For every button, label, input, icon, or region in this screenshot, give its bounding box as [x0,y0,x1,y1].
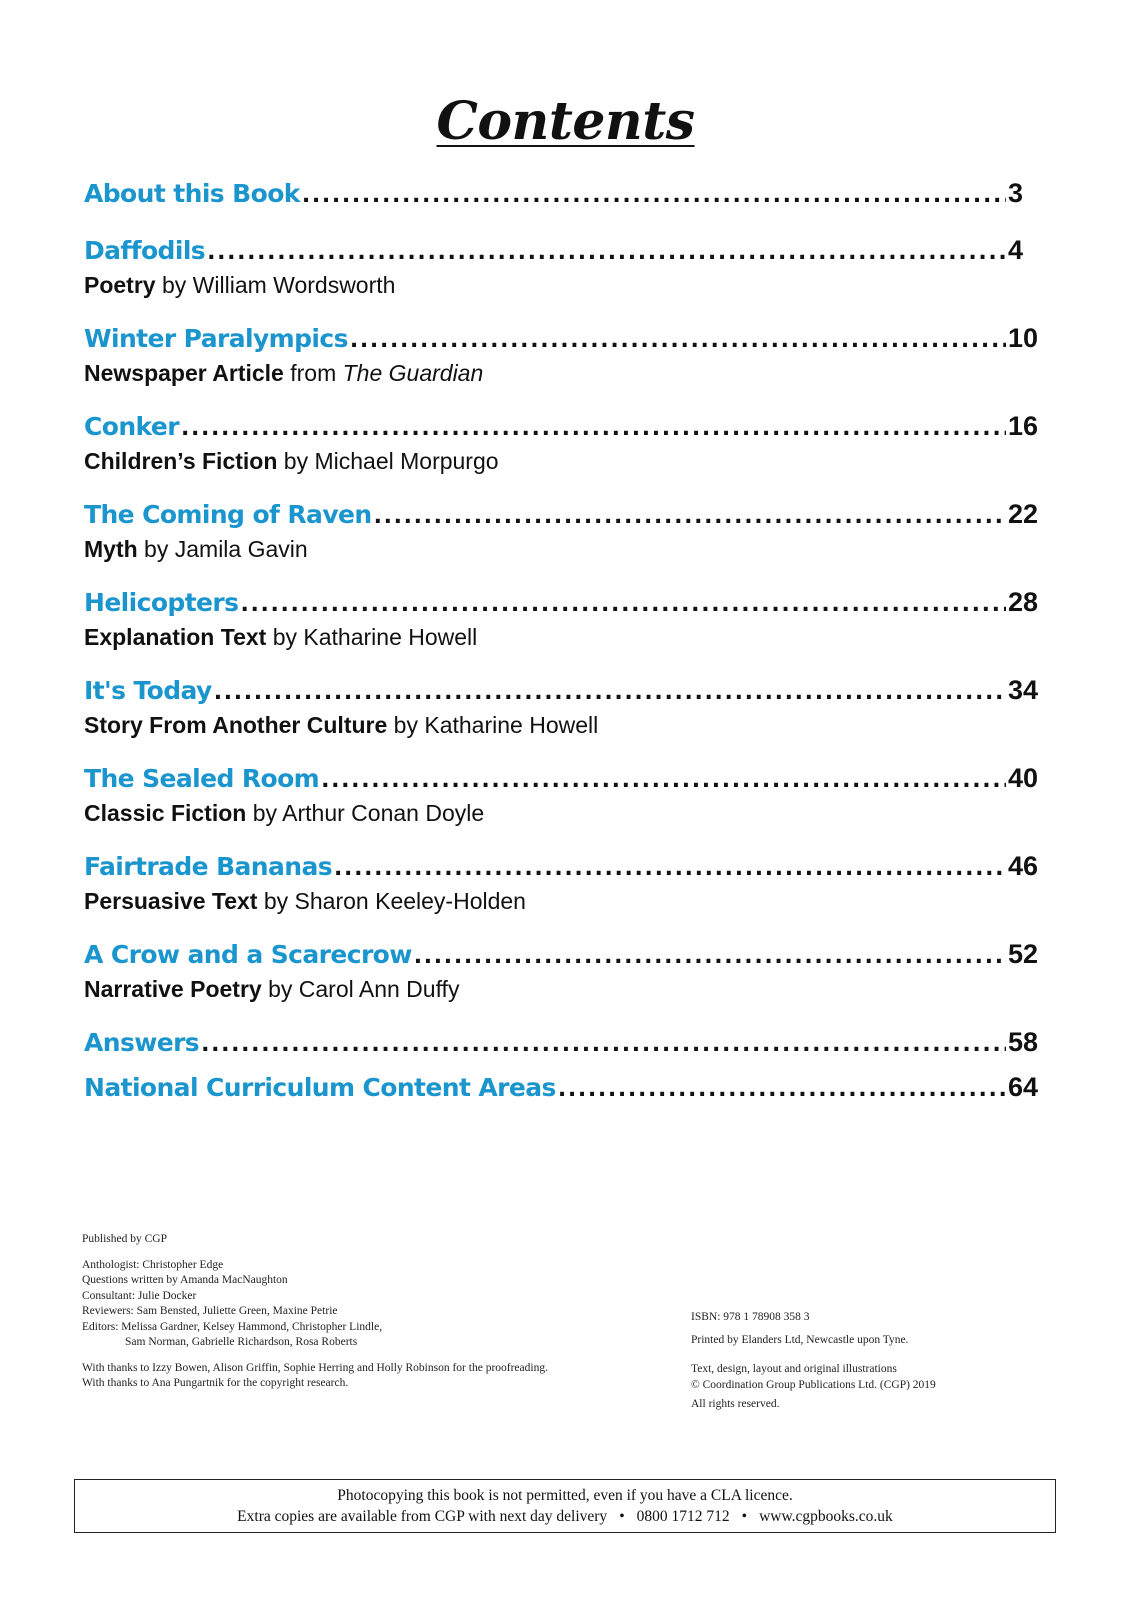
dot-leader [302,183,1006,208]
page-title [0,92,1131,152]
toc-entry-connector: by [277,448,315,474]
toc-entry-page-number: 52 [1008,939,1039,969]
toc-entry-title: A Crow and a Scarecrow [84,940,412,969]
toc-entry-row [84,1027,1046,1058]
copyright-line-1: Text, design, layout and original illustrations [691,1363,897,1375]
toc-entry-row [84,178,1046,209]
toc-entry-row [84,763,1046,794]
toc-entry-subtitle [84,360,1046,387]
dot-leader [374,504,1006,529]
toc-entry-connector: by [246,800,283,826]
toc-entry-title: Winter Paralympics [84,324,348,353]
toc-entry-author: Carol Ann Duffy [298,976,460,1002]
toc-entry-page-number: 40 [1008,763,1039,793]
dot-leader [207,240,1006,265]
toc-entry-subtitle [84,536,1046,563]
toc-entry-subtitle [84,976,1046,1003]
toc-entry-genre: Story From Another Culture [84,712,388,738]
publisher-line: Published by CGP [82,1233,167,1245]
toc-entry-connector: by [137,536,175,562]
toc-entry-row [84,675,1046,706]
toc-entry-page-number: 28 [1008,587,1039,617]
toc-entry-connector: from [283,360,343,386]
toc-entry-page-number: 58 [1008,1027,1039,1057]
toc-entry-page-number: 4 [1008,235,1024,265]
page-title-text: Contents [436,91,695,152]
toc-entry-row [84,323,1046,354]
toc-entry-genre: Newspaper Article [84,360,284,386]
toc-entry [84,939,1046,1003]
toc-entry-author: Katharine Howell [303,624,478,650]
toc-entry-author: William Wordsworth [192,272,396,298]
toc-entry [84,851,1046,915]
dot-leader [558,1077,1006,1102]
toc-entry-genre: Classic Fiction [84,800,247,826]
editors-line-1: Editors: Melissa Gardner, Kelsey Hammond, Christopher Lindle, [82,1320,383,1333]
copyright-line-2: © Coordination Group Publications Ltd. (CGP) 2019 [691,1378,936,1391]
credits-block [82,1232,642,1402]
toc-entry [84,499,1046,563]
toc-entry-row [84,235,1046,266]
editors-line-2: Sam Norman, Gabrielle Richardson, Rosa Roberts [125,1336,358,1348]
toc-entry-subtitle [84,800,1046,827]
toc-entry-title: Daffodils [84,236,206,265]
toc-entry-author: Katharine Howell [424,712,599,738]
toc-entry-subtitle [84,624,1046,651]
thanks-line-2: With thanks to Ana Pungartnik for the copyright research. [82,1377,349,1389]
toc-entry-title: About this Book [84,179,300,208]
toc-entry-subtitle [84,888,1046,915]
toc-entry-genre: Narrative Poetry [84,976,262,1002]
toc-entry-author: Arthur Conan Doyle [282,800,485,826]
dot-leader [321,768,1006,793]
toc-entry-genre: Myth [84,536,138,562]
toc-entry-title: It's Today [84,676,212,705]
toc-entry-page-number: 10 [1008,323,1039,353]
toc-entry [84,763,1046,827]
rights-line: All rights reserved. [691,1398,780,1410]
toc-entry [84,178,1046,209]
toc-entry-page-number: 64 [1008,1072,1039,1102]
toc-entry [84,323,1046,387]
notice-phone: 0800 1712 712 [636,1508,730,1525]
toc-entry-connector: by [155,272,193,298]
isbn-block [691,1310,1021,1420]
anthologist-line: Anthologist: Christopher Edge [82,1258,224,1271]
toc-entry-title: Helicopters [84,588,239,617]
toc-entry-author: Sharon Keeley-Holden [294,888,526,914]
toc-entry-row [84,1072,1046,1103]
toc-entry-page-number: 34 [1008,675,1039,705]
toc-entry-title: National Curriculum Content Areas [84,1073,556,1102]
thanks-line-1: With thanks to Izzy Bowen, Alison Griffin, Sophie Herring and Holly Robinson for the proofreading. [82,1361,548,1374]
notice-line-2 [75,1506,1055,1527]
printer-line: Printed by Elanders Ltd, Newcastle upon Tyne. [691,1333,909,1346]
bullet-separator: • [741,1508,748,1525]
toc-entry-title: The Sealed Room [84,764,320,793]
toc-entry [84,1072,1046,1103]
bullet-separator: • [619,1508,625,1525]
toc-entry-connector: by [266,624,304,650]
toc-entry [84,1027,1046,1058]
toc-entry-genre: Persuasive Text [84,888,258,914]
consultant-line: Consultant: Julie Docker [82,1289,197,1302]
toc-entry-subtitle [84,448,1046,475]
photocopy-notice [74,1479,1056,1533]
table-of-contents [84,178,1046,1103]
dot-leader [201,1032,1006,1057]
dot-leader [214,680,1006,705]
dot-leader [240,592,1006,617]
dot-leader [181,416,1006,441]
toc-entry-genre: Children’s Fiction [84,448,278,474]
toc-entry-title: The Coming of Raven [84,500,372,529]
toc-entry-genre: Explanation Text [84,624,267,650]
questions-line: Questions written by Amanda MacNaughton [82,1274,288,1286]
toc-entry-page-number: 16 [1008,411,1039,441]
toc-entry-title: Fairtrade Bananas [84,852,333,881]
toc-entry-author: Michael Morpurgo [314,448,499,474]
isbn-line: ISBN: 978 1 78908 358 3 [691,1311,810,1323]
toc-entry-row [84,411,1046,442]
reviewers-line: Reviewers: Sam Bensted, Juliette Green, Maxine Petrie [82,1305,338,1317]
toc-entry-title: Answers [84,1028,200,1057]
toc-entry-subtitle [84,272,1046,299]
notice-delivery-text: Extra copies are available from CGP with next day delivery [237,1508,608,1525]
toc-entry-page-number: 22 [1008,499,1039,529]
toc-entry-subtitle [84,712,1046,739]
dot-leader [414,944,1006,969]
toc-entry-genre: Poetry [84,272,156,298]
dot-leader [350,328,1006,353]
toc-entry-connector: by [387,712,425,738]
toc-entry-row [84,587,1046,618]
notice-website: www.cgpbooks.co.uk [759,1508,893,1525]
toc-entry-row [84,851,1046,882]
toc-entry [84,411,1046,475]
toc-entry-title: Conker [84,412,179,441]
toc-entry-page-number: 3 [1008,178,1024,208]
toc-entry-author: The Guardian [342,360,484,386]
notice-line-1: Photocopying this book is not permitted, even if you have a CLA licence. [337,1487,793,1504]
toc-entry [84,235,1046,299]
dot-leader [334,856,1006,881]
toc-entry-connector: by [257,888,295,914]
toc-entry-row [84,499,1046,530]
toc-entry-page-number: 46 [1008,851,1039,881]
toc-entry-row [84,939,1046,970]
toc-entry-author: Jamila Gavin [174,536,308,562]
toc-entry [84,675,1046,739]
toc-entry [84,587,1046,651]
toc-entry-connector: by [261,976,299,1002]
